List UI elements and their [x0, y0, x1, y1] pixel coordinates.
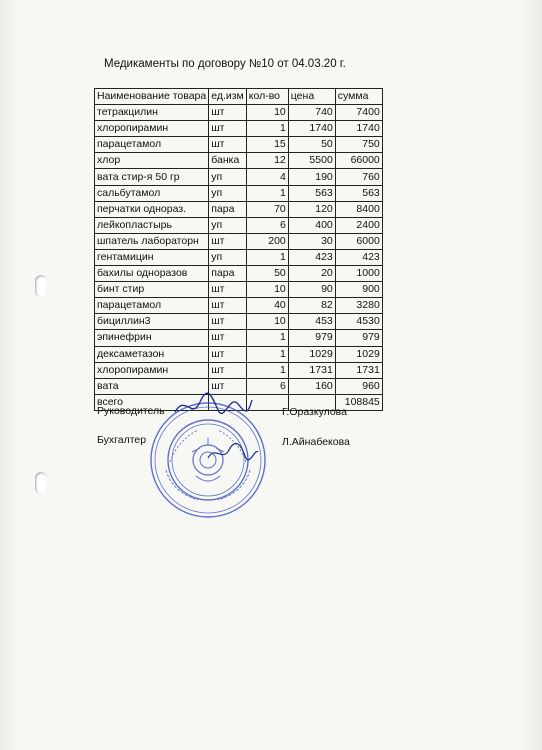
table-cell: 4 [246, 169, 288, 185]
table-cell: Наименование товара [95, 89, 209, 105]
table-row [95, 201, 383, 217]
table-cell: перчатки однораз. [95, 201, 209, 217]
table-cell: 750 [335, 137, 382, 153]
table-cell: лейкопластырь [95, 217, 209, 233]
table-cell: парацетамол [95, 137, 209, 153]
table-cell: 563 [335, 185, 382, 201]
table-row [95, 314, 383, 330]
table-cell: 108845 [335, 394, 382, 410]
table-cell: 1740 [288, 121, 335, 137]
table-cell: 423 [288, 249, 335, 265]
table-cell: 10 [246, 314, 288, 330]
table-cell: 563 [288, 185, 335, 201]
table-cell: 1 [246, 185, 288, 201]
accountant-name: Л.Айнабекова [282, 436, 350, 448]
table-cell: 1 [246, 346, 288, 362]
table-cell: 1 [246, 362, 288, 378]
table-cell: шт [209, 362, 247, 378]
table-cell: шт [209, 378, 247, 394]
table-row [95, 185, 383, 201]
table-row [95, 282, 383, 298]
table-cell: 740 [288, 105, 335, 121]
table-cell: всего [95, 394, 209, 410]
table-row [95, 217, 383, 233]
table-row [95, 298, 383, 314]
director-label: Руководитель [97, 405, 165, 417]
table-cell: шт [209, 330, 247, 346]
table-cell: бахилы одноразов [95, 266, 209, 282]
document-title: Медикаменты по договору №10 от 04.03.20 г. [104, 58, 346, 70]
table-cell: 4530 [335, 314, 382, 330]
table-header-row [95, 89, 383, 105]
table-cell: 70 [246, 201, 288, 217]
table-cell: парацетамол [95, 298, 209, 314]
table-cell: 40 [246, 298, 288, 314]
table-row [95, 105, 383, 121]
table-cell: хлор [95, 153, 209, 169]
table-cell: эпинефрин [95, 330, 209, 346]
table-cell: 10 [246, 105, 288, 121]
table-cell: банка [209, 153, 247, 169]
table-cell: уп [209, 217, 247, 233]
table-cell: 1029 [288, 346, 335, 362]
table-cell: 6 [246, 378, 288, 394]
table-cell: 1 [246, 121, 288, 137]
table-cell: тетракцилин [95, 105, 209, 121]
table-cell: 979 [335, 330, 382, 346]
table-cell: шпатель лабораторн [95, 233, 209, 249]
table-cell: уп [209, 169, 247, 185]
table-cell: шт [209, 121, 247, 137]
table-cell: вата [95, 378, 209, 394]
table-cell: 5500 [288, 153, 335, 169]
table-cell: вата стир-я 50 гр [95, 169, 209, 185]
table-row [95, 233, 383, 249]
table-cell: 960 [335, 378, 382, 394]
table-cell: 979 [288, 330, 335, 346]
table-cell: шт [209, 282, 247, 298]
table-cell: 10 [246, 282, 288, 298]
table-cell: 120 [288, 201, 335, 217]
table-cell: бинт стир [95, 282, 209, 298]
table-row [95, 169, 383, 185]
table-cell: 15 [246, 137, 288, 153]
table-cell: 453 [288, 314, 335, 330]
table-cell: 20 [288, 266, 335, 282]
table-cell: пара [209, 266, 247, 282]
table-row [95, 346, 383, 362]
table-cell: 7400 [335, 105, 382, 121]
table-cell: ед.изм [209, 89, 247, 105]
table-row [95, 266, 383, 282]
table-cell: 50 [288, 137, 335, 153]
table-cell: 760 [335, 169, 382, 185]
table-cell: 200 [246, 233, 288, 249]
table-cell: дексаметазон [95, 346, 209, 362]
table-cell: 1000 [335, 266, 382, 282]
punch-hole-bottom [35, 472, 47, 494]
table-cell: шт [209, 105, 247, 121]
table-cell: сальбутамол [95, 185, 209, 201]
table-cell: 900 [335, 282, 382, 298]
table-cell: 90 [288, 282, 335, 298]
table-cell: хлоропирамин [95, 121, 209, 137]
punch-hole-top [35, 275, 47, 297]
table-cell: 1 [246, 249, 288, 265]
table-cell: 12 [246, 153, 288, 169]
table-cell: 1 [246, 330, 288, 346]
table-cell: пара [209, 201, 247, 217]
table-row [95, 330, 383, 346]
medications-table [94, 88, 383, 411]
table-cell: 160 [288, 378, 335, 394]
director-name: Г.Оразкулова [282, 406, 347, 418]
table-cell: шт [209, 314, 247, 330]
table-cell: 8400 [335, 201, 382, 217]
table-cell: хлоропирамин [95, 362, 209, 378]
table-cell: уп [209, 185, 247, 201]
table-cell: 66000 [335, 153, 382, 169]
table-cell: 1029 [335, 346, 382, 362]
medications-table-body [95, 89, 383, 411]
table-cell: 400 [288, 217, 335, 233]
table-cell: шт [209, 137, 247, 153]
table-cell: 1740 [335, 121, 382, 137]
table-row [95, 249, 383, 265]
table-cell: кол-во [246, 89, 288, 105]
table-cell: 1731 [288, 362, 335, 378]
table-cell: 190 [288, 169, 335, 185]
table-cell: шт [209, 346, 247, 362]
table-cell: 50 [246, 266, 288, 282]
table-cell: 82 [288, 298, 335, 314]
table-cell: гентамицин [95, 249, 209, 265]
accountant-label: Бухгалтер [97, 434, 147, 446]
table-row [95, 137, 383, 153]
table-cell: бициллин3 [95, 314, 209, 330]
table-cell: цена [288, 89, 335, 105]
table-cell: 1731 [335, 362, 382, 378]
table-cell: 6000 [335, 233, 382, 249]
table-cell: шт [209, 298, 247, 314]
table-cell: 423 [335, 249, 382, 265]
table-row [95, 121, 383, 137]
director-signature [170, 392, 255, 422]
table-row [95, 362, 383, 378]
table-cell: 3280 [335, 298, 382, 314]
accountant-signature [205, 440, 260, 465]
table-cell: сумма [335, 89, 382, 105]
table-cell: 30 [288, 233, 335, 249]
table-row [95, 153, 383, 169]
table-cell: шт [209, 233, 247, 249]
table-cell: 2400 [335, 217, 382, 233]
table-cell: 6 [246, 217, 288, 233]
table-cell: уп [209, 249, 247, 265]
